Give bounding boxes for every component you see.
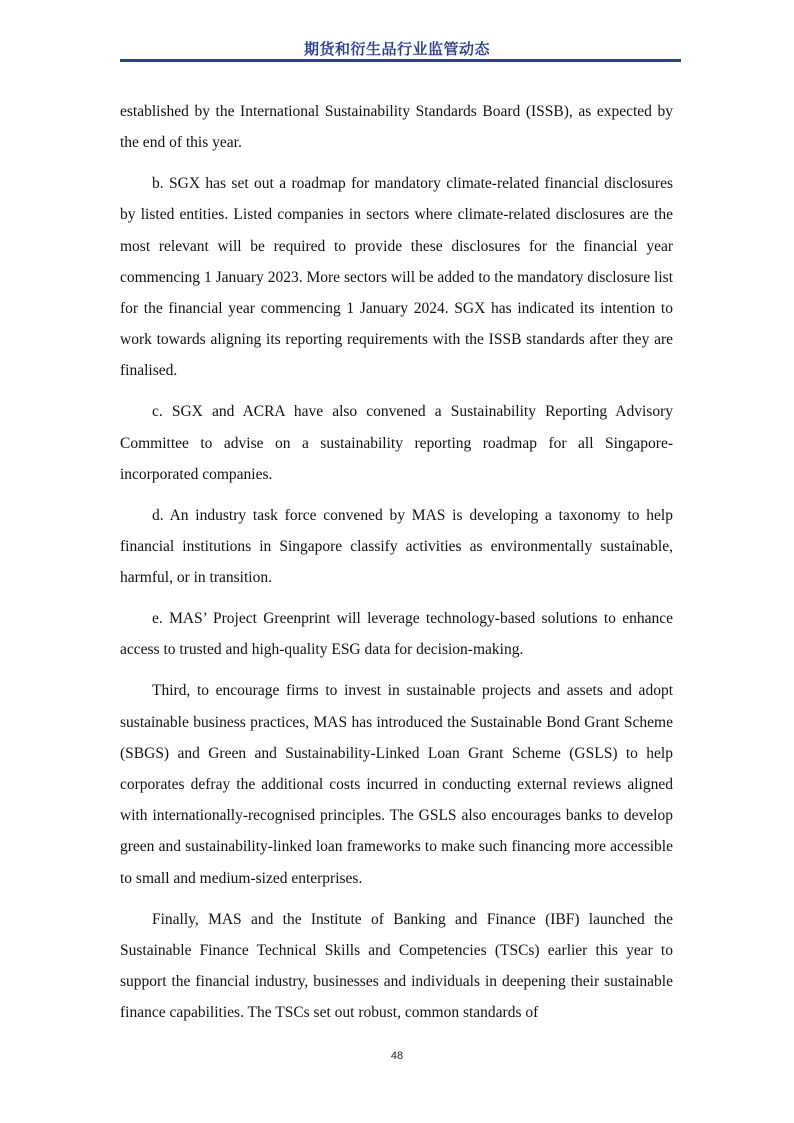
paragraph-third: Third, to encourage firms to invest in sustainable projects and assets and adopt sustainable business practices, MAS has introduced the Sustainable Bond Grant Scheme (SBGS) and Green and Sustainability-Linked Loan Grant Scheme (GSLS) to help corporates defray the additional costs incurred in conducting external reviews aligned with internationally-recognised principles. The GSLS also encourages banks to develop green and sustainability-linked loan frameworks to make such financing more accessible to small and medium-sized enterprises.	[120, 682, 673, 887]
paragraph-item-c: c. SGX and ACRA have also convened a Sustainability Reporting Advisory Committee to advise on a sustainability reporting roadmap for all Singapore-incorporated companies.	[120, 403, 673, 483]
document-body	[120, 96, 673, 1038]
header-rule	[120, 59, 681, 62]
page-number: 48	[390, 1050, 404, 1062]
paragraph-continuation: established by the International Sustainability Standards Board (ISSB), as expected by the end of this year.	[120, 103, 673, 152]
page-header-title: 期货和衍生品行业监管动态	[303, 40, 490, 58]
paragraph-item-e: e. MAS’ Project Greenprint will leverage technology-based solutions to enhance access to trusted and high-quality ESG data for decision-making.	[120, 610, 673, 659]
paragraph-item-d: d. An industry task force convened by MAS is developing a taxonomy to help financial institutions in Singapore classify activities as environmentally sustainable, harmful, or in transition.	[120, 506, 673, 587]
paragraph-finally: Finally, MAS and the Institute of Banking and Finance (IBF) launched the Sustainable Finance Technical Skills and Competencies (TSCs) earlier this year to support the financial industry, businesses and individuals in deepening their sustainable finance capabilities. The TSCs set out robust, common standards of	[120, 910, 673, 1022]
paragraph-item-b: b. SGX has set out a roadmap for mandatory climate-related financial disclosures by listed entities. Listed companies in sectors where climate-related disclosures are the most relevant will be required to provide these disclosures for the financial year commencing 1 January 2023. More sectors will be added to the mandatory disclosure list for the financial year commencing 1 January 2024. SGX has indicated its intention to work towards aligning its reporting requirements with the ISSB standards after they are finalised.	[120, 175, 673, 380]
